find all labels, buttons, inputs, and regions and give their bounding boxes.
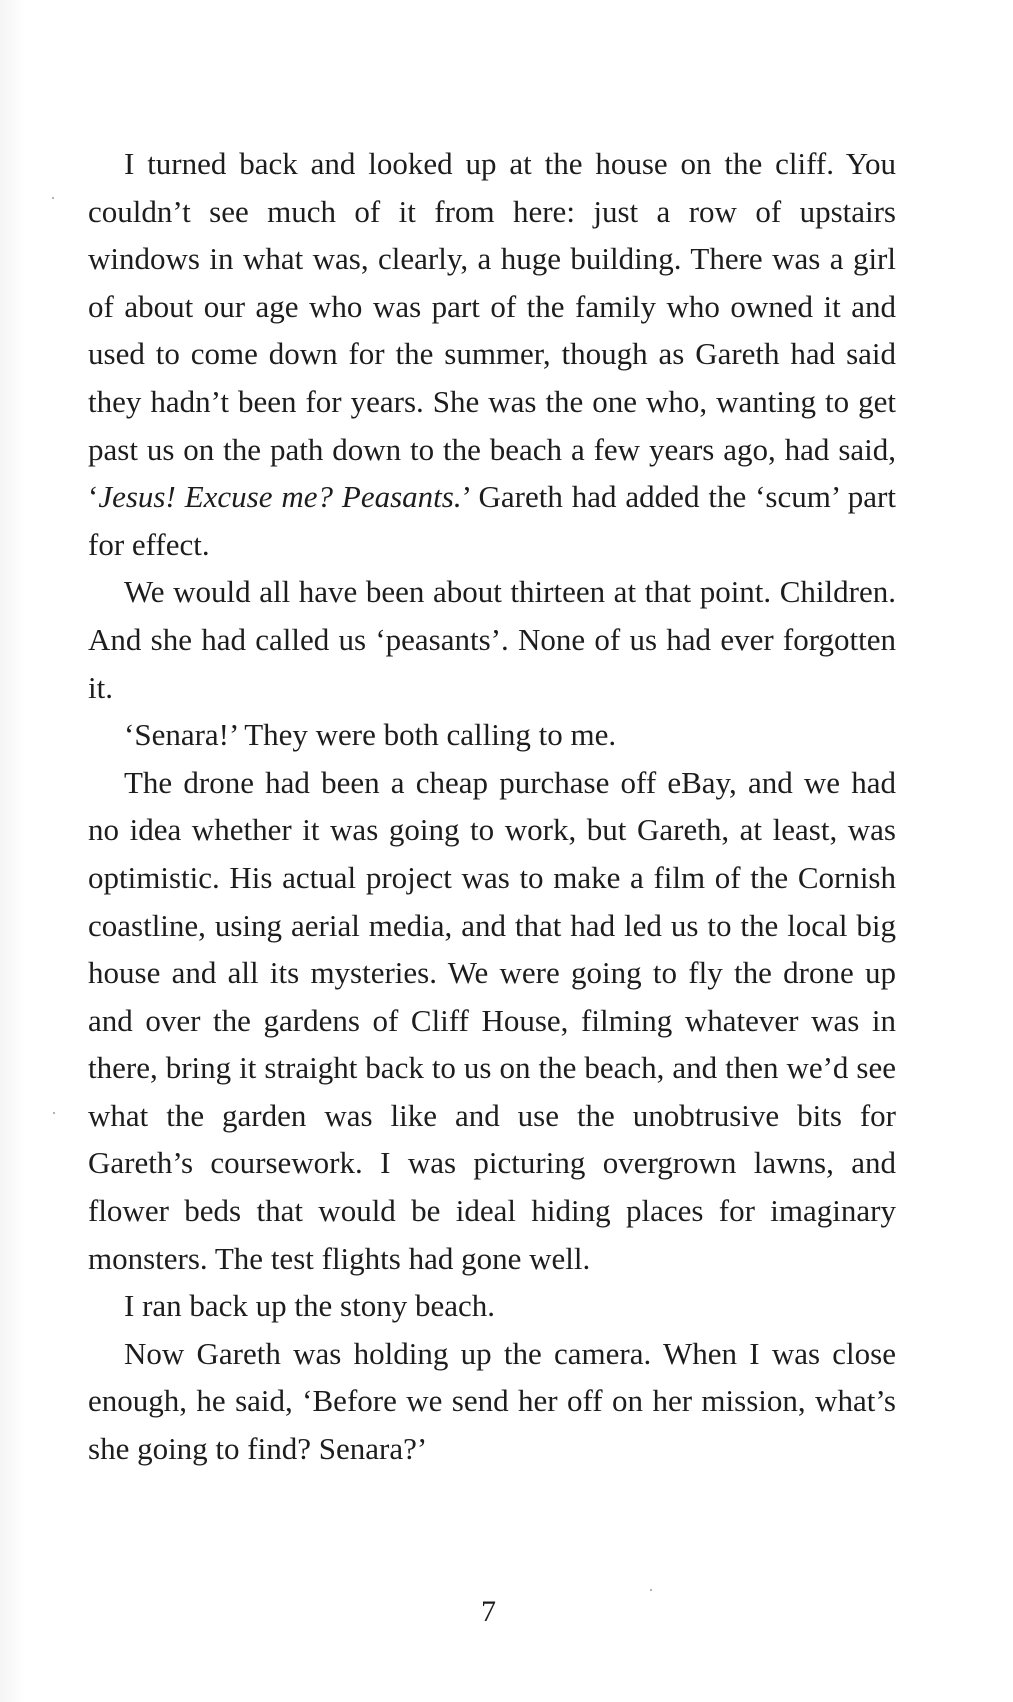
paragraph: [88, 711, 896, 759]
paragraph: [88, 759, 896, 1283]
print-speck: [53, 1112, 55, 1114]
body-text: [88, 140, 896, 1473]
text-run: I turned back and looked up at the house on the cliff. You couldn’t see much of it from here: just a row of upstairs windows in what was, clearly, a huge building. There was a girl of about our age who was part of the family who owned it and used to come down for the summer, though as Gareth had said they hadn’t been for years. She was the one who, wanting to get past us on the path down to the beach a few years ago, had said, ‘: [88, 146, 896, 515]
text-run: The drone had been a cheap purchase off eBay, and we had no idea whether it was going to work, but Gareth, at least, was optimistic. His actual project was to make a film of the Cornish coastline, using aerial media, and that had led us to the local big house and all its mysteries. We were going to fly the drone up and over the gardens of Cliff House, filming whatever was in there, bring it straight back to us on the beach, and then we’d see what the garden was like and use the unobtrusive bits for Gareth’s coursework. I was picturing overgrown lawns, and flower beds that would be ideal hiding places for imaginary monsters. The test flights had gone well.: [88, 764, 896, 1276]
text-run: Now Gareth was holding up the camera. When I was close enough, he said, ‘Before we send her off on her mission, what’s she going to find? Senara?’: [88, 1335, 896, 1467]
italic-text-run: Jesus! Excuse me? Peasants.: [98, 479, 462, 515]
paragraph: [88, 140, 896, 568]
text-run: ‘Senara!’ They were both calling to me.: [124, 717, 617, 753]
page-number: 7: [481, 1595, 496, 1628]
print-speck: [650, 1589, 652, 1591]
print-speck: [52, 197, 54, 199]
paragraph: [88, 568, 896, 711]
text-run: ’ Gareth had added the ‘scum’ part for effect.: [88, 479, 896, 562]
paragraph: [88, 1330, 896, 1473]
text-run: I ran back up the stony beach.: [124, 1288, 496, 1324]
paragraph: [88, 1282, 896, 1330]
text-run: We would all have been about thirteen at that point. Children. And she had called us ‘peasants’. None of us had ever forgotten it.: [88, 574, 896, 705]
